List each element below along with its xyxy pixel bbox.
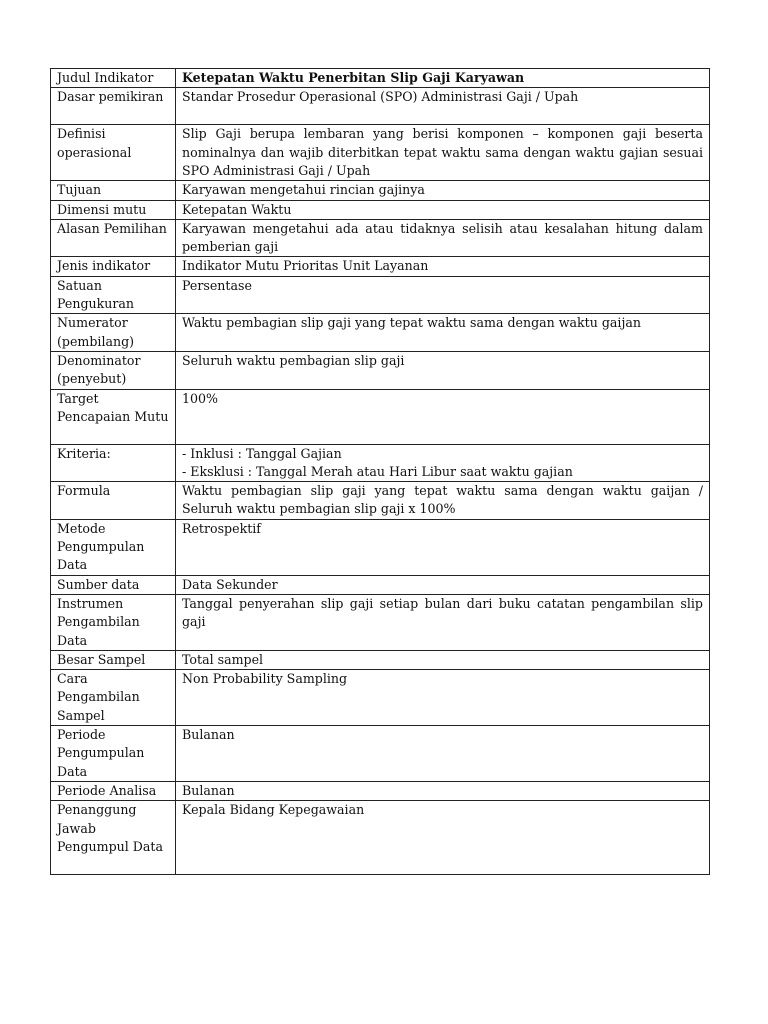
row-label-periode-pengumpulan: Periode Pengumpulan Data: [51, 726, 176, 782]
table-row: [51, 650, 710, 669]
row-label-dimensi-mutu: Dimensi mutu: [51, 200, 176, 219]
table-row: [51, 444, 710, 482]
table-row: [51, 69, 710, 88]
row-label-formula: Formula: [51, 482, 176, 520]
table-row: [51, 575, 710, 594]
row-label-tujuan: Tujuan: [51, 181, 176, 200]
row-label-judul-indikator: Judul Indikator: [51, 69, 176, 88]
table-row: [51, 125, 710, 181]
row-value-tujuan: Karyawan mengetahui rincian gajinya: [176, 181, 710, 200]
table-row: [51, 200, 710, 219]
table-row: [51, 257, 710, 276]
row-value-denominator: Seluruh waktu pembagian slip gaji: [176, 351, 710, 389]
row-value-sumber-data: Data Sekunder: [176, 575, 710, 594]
row-value-metode-pengumpulan: Retrospektif: [176, 519, 710, 575]
table-row: [51, 801, 710, 875]
row-value-numerator: Waktu pembagian slip gaji yang tepat waktu sama dengan waktu gaijan: [176, 314, 710, 352]
row-label-definisi-operasional: Definisi operasional: [51, 125, 176, 181]
table-row: [51, 181, 710, 200]
row-value-dimensi-mutu: Ketepatan Waktu: [176, 200, 710, 219]
row-label-metode-pengumpulan: Metode Pengumpulan Data: [51, 519, 176, 575]
row-value-judul-indikator: Ketepatan Waktu Penerbitan Slip Gaji Karyawan: [176, 69, 710, 88]
row-value-definisi-operasional: Slip Gaji berupa lembaran yang berisi komponen – komponen gaji beserta nominalnya dan wajib diterbitkan tepat waktu sama dengan waktu gajian sesuai SPO Administrasi Gaji / Upah: [176, 125, 710, 181]
row-value-target-pencapaian: 100%: [176, 389, 710, 444]
table-row: [51, 351, 710, 389]
table-row: [51, 219, 710, 257]
row-label-sumber-data: Sumber data: [51, 575, 176, 594]
table-row: [51, 781, 710, 800]
row-value-periode-analisa: Bulanan: [176, 781, 710, 800]
row-value-alasan-pemilihan: Karyawan mengetahui ada atau tidaknya selisih atau kesalahan hitung dalam pemberian gaji: [176, 219, 710, 257]
row-label-target-pencapaian: Target Pencapaian Mutu: [51, 389, 176, 444]
row-label-alasan-pemilihan: Alasan Pemilihan: [51, 219, 176, 257]
row-value-dasar-pemikiran: Standar Prosedur Operasional (SPO) Administrasi Gaji / Upah: [176, 88, 710, 125]
kriteria-eksklusi: - Eksklusi : Tanggal Merah atau Hari Libur saat waktu gajian: [182, 463, 573, 479]
table-row: [51, 726, 710, 782]
row-value-instrumen-pengambilan: Tanggal penyerahan slip gaji setiap bulan dari buku catatan pengambilan slip gaji: [176, 594, 710, 650]
table-row: [51, 482, 710, 520]
table-row: [51, 88, 710, 125]
row-value-jenis-indikator: Indikator Mutu Prioritas Unit Layanan: [176, 257, 710, 276]
row-value-satuan-pengukuran: Persentase: [176, 276, 710, 314]
row-value-besar-sampel: Total sampel: [176, 650, 710, 669]
table-row: [51, 519, 710, 575]
table-row: [51, 389, 710, 444]
row-label-penanggung-jawab: Penanggung Jawab Pengumpul Data: [51, 801, 176, 875]
row-label-denominator: Denominator (penyebut): [51, 351, 176, 389]
table-row: [51, 276, 710, 314]
row-label-numerator: Numerator (pembilang): [51, 314, 176, 352]
row-value-formula: Waktu pembagian slip gaji yang tepat waktu sama dengan waktu gaijan / Seluruh waktu pembagian slip gaji x 100%: [176, 482, 710, 520]
row-value-kriteria: [176, 444, 710, 482]
row-label-kriteria: Kriteria:: [51, 444, 176, 482]
row-label-periode-analisa: Periode Analisa: [51, 781, 176, 800]
row-label-dasar-pemikiran: Dasar pemikiran: [51, 88, 176, 125]
indicator-profile-table: [50, 68, 710, 875]
table-row: [51, 314, 710, 352]
table-row: [51, 594, 710, 650]
table-row: [51, 670, 710, 726]
row-label-besar-sampel: Besar Sampel: [51, 650, 176, 669]
row-label-satuan-pengukuran: Satuan Pengukuran: [51, 276, 176, 314]
row-label-cara-pengambilan: Cara Pengambilan Sampel: [51, 670, 176, 726]
row-value-cara-pengambilan: Non Probability Sampling: [176, 670, 710, 726]
row-label-instrumen-pengambilan: Instrumen Pengambilan Data: [51, 594, 176, 650]
row-value-periode-pengumpulan: Bulanan: [176, 726, 710, 782]
kriteria-inklusi: - Inklusi : Tanggal Gajian: [182, 445, 342, 461]
row-label-jenis-indikator: Jenis indikator: [51, 257, 176, 276]
row-value-penanggung-jawab: Kepala Bidang Kepegawaian: [176, 801, 710, 875]
